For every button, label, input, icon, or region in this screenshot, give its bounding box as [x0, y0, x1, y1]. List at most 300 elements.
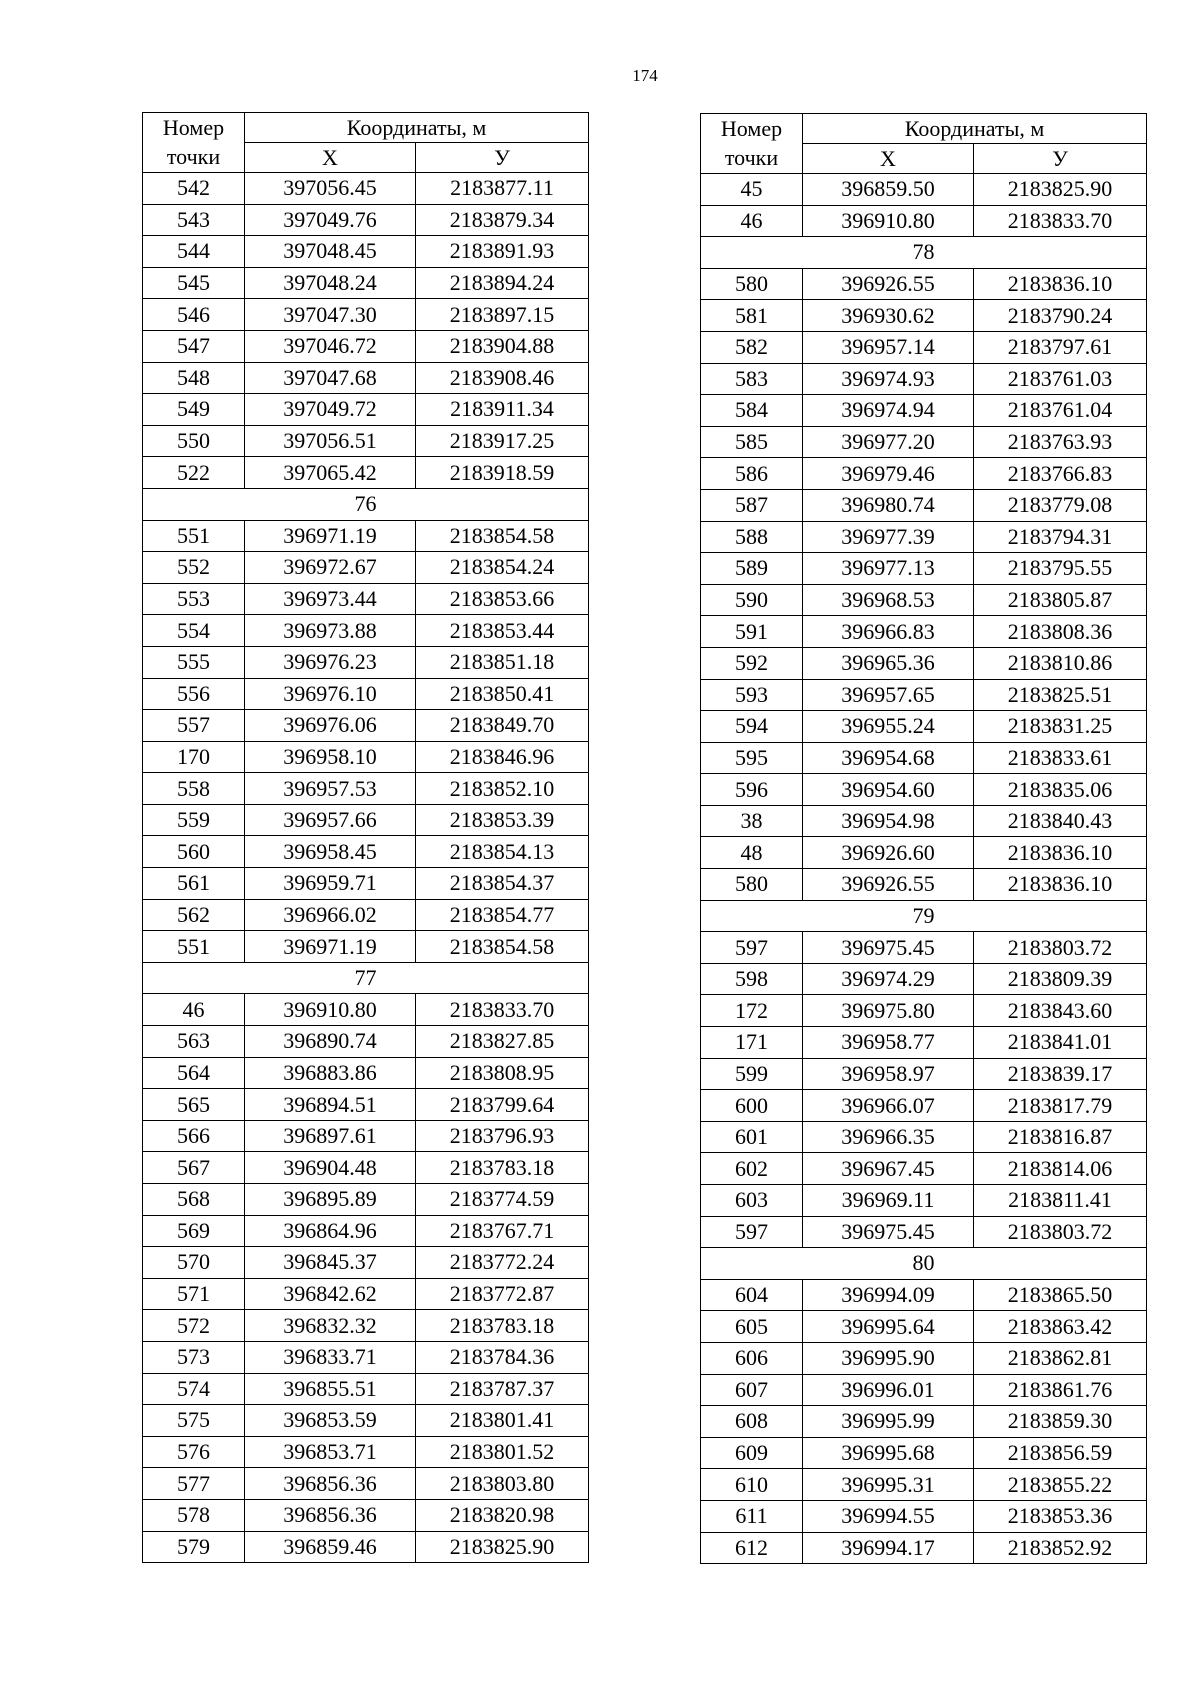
- point-number-cell: 587: [701, 489, 803, 521]
- section-number: 80: [701, 1248, 1147, 1280]
- x-coordinate-cell: 396859.46: [245, 1531, 416, 1563]
- x-coordinate-cell: 396966.02: [245, 899, 416, 931]
- point-number-cell: 559: [143, 804, 245, 836]
- point-number-cell: 597: [701, 932, 803, 964]
- point-number-cell: 572: [143, 1310, 245, 1342]
- y-coordinate-cell: 2183835.06: [974, 774, 1147, 806]
- x-coordinate-cell: 396890.74: [245, 1026, 416, 1058]
- y-coordinate-cell: 2183836.10: [974, 869, 1147, 901]
- point-number-cell: 599: [701, 1058, 803, 1090]
- y-coordinate-cell: 2183761.04: [974, 395, 1147, 427]
- point-number-cell: 555: [143, 646, 245, 678]
- y-coordinate-cell: 2183799.64: [416, 1089, 589, 1121]
- table-body: [701, 174, 1147, 1564]
- table-row: [701, 205, 1147, 237]
- point-number-cell: 581: [701, 300, 803, 332]
- y-coordinate-cell: 2183827.85: [416, 1026, 589, 1058]
- point-number-cell: 551: [143, 931, 245, 963]
- y-coordinate-cell: 2183836.10: [974, 837, 1147, 869]
- x-coordinate-cell: 396842.62: [245, 1278, 416, 1310]
- table-row: [701, 521, 1147, 553]
- section-number: 76: [143, 488, 589, 520]
- point-number-cell: 46: [143, 994, 245, 1026]
- table-row: [701, 679, 1147, 711]
- point-number-cell: 611: [701, 1500, 803, 1532]
- point-number-cell: 573: [143, 1341, 245, 1373]
- point-number-cell: 579: [143, 1531, 245, 1563]
- x-coordinate-cell: 396958.10: [245, 741, 416, 773]
- y-coordinate-cell: 2183897.15: [416, 299, 589, 331]
- x-coordinate-cell: 396994.09: [803, 1279, 974, 1311]
- x-coordinate-cell: 397065.42: [245, 457, 416, 489]
- y-coordinate-cell: 2183817.79: [974, 1090, 1147, 1122]
- table-row: [143, 173, 589, 205]
- table-row: [701, 869, 1147, 901]
- x-coordinate-cell: 396974.93: [803, 363, 974, 395]
- y-coordinate-cell: 2183809.39: [974, 963, 1147, 995]
- x-coordinate-cell: 396977.39: [803, 521, 974, 553]
- point-number-cell: 576: [143, 1436, 245, 1468]
- y-coordinate-cell: 2183766.83: [974, 458, 1147, 490]
- y-coordinate-cell: 2183894.24: [416, 267, 589, 299]
- table-row: [701, 1216, 1147, 1248]
- y-coordinate-cell: 2183852.10: [416, 773, 589, 805]
- y-coordinate-cell: 2183854.13: [416, 836, 589, 868]
- y-coordinate-cell: 2183825.51: [974, 679, 1147, 711]
- y-coordinate-cell: 2183855.22: [974, 1469, 1147, 1501]
- table-row: [701, 932, 1147, 964]
- x-coordinate-cell: 396959.71: [245, 868, 416, 900]
- x-coordinate-cell: 396965.36: [803, 647, 974, 679]
- point-number-cell: 606: [701, 1342, 803, 1374]
- table-row: [701, 963, 1147, 995]
- x-coordinate-cell: 397048.45: [245, 236, 416, 268]
- x-coordinate-cell: 396995.64: [803, 1311, 974, 1343]
- point-number-cell: 566: [143, 1120, 245, 1152]
- table-row: [143, 1436, 589, 1468]
- y-coordinate-cell: 2183853.39: [416, 804, 589, 836]
- y-coordinate-cell: 2183803.72: [974, 932, 1147, 964]
- x-coordinate-cell: 396994.55: [803, 1500, 974, 1532]
- x-coordinate-cell: 396976.23: [245, 646, 416, 678]
- point-number-cell: 591: [701, 616, 803, 648]
- point-number-cell: 554: [143, 615, 245, 647]
- point-number-cell: 602: [701, 1153, 803, 1185]
- point-number-cell: 582: [701, 331, 803, 363]
- x-coordinate-cell: 396864.96: [245, 1215, 416, 1247]
- y-coordinate-cell: 2183911.34: [416, 394, 589, 426]
- x-coordinate-cell: 396975.45: [803, 1216, 974, 1248]
- y-coordinate-cell: 2183794.31: [974, 521, 1147, 553]
- point-number-cell: 592: [701, 647, 803, 679]
- x-coordinate-cell: 396968.53: [803, 584, 974, 616]
- x-coordinate-cell: 396904.48: [245, 1152, 416, 1184]
- x-coordinate-cell: 396955.24: [803, 711, 974, 743]
- point-number-cell: 586: [701, 458, 803, 490]
- table-row: [143, 1152, 589, 1184]
- coordinates-table-right: [700, 113, 1147, 1564]
- x-coordinate-cell: 396994.17: [803, 1532, 974, 1564]
- section-number: 79: [701, 900, 1147, 932]
- y-coordinate-cell: 2183833.61: [974, 742, 1147, 774]
- table-row: [701, 1121, 1147, 1153]
- point-number-cell: 556: [143, 678, 245, 710]
- point-number-cell: 522: [143, 457, 245, 489]
- point-number-cell: 583: [701, 363, 803, 395]
- y-coordinate-cell: 2183825.90: [974, 174, 1147, 206]
- y-coordinate-cell: 2183772.24: [416, 1247, 589, 1279]
- y-coordinate-cell: 2183917.25: [416, 425, 589, 457]
- table-row: [701, 1185, 1147, 1217]
- y-coordinate-cell: 2183918.59: [416, 457, 589, 489]
- y-coordinate-cell: 2183859.30: [974, 1406, 1147, 1438]
- y-coordinate-cell: 2183795.55: [974, 553, 1147, 585]
- y-coordinate-cell: 2183831.25: [974, 711, 1147, 743]
- point-number-cell: 612: [701, 1532, 803, 1564]
- y-coordinate-cell: 2183814.06: [974, 1153, 1147, 1185]
- y-coordinate-cell: 2183774.59: [416, 1184, 589, 1216]
- x-coordinate-cell: 396930.62: [803, 300, 974, 332]
- table-row: [701, 395, 1147, 427]
- x-coordinate-cell: 396974.94: [803, 395, 974, 427]
- section-row: [143, 962, 589, 994]
- x-coordinate-cell: 396979.46: [803, 458, 974, 490]
- x-coordinate-cell: 396958.77: [803, 1027, 974, 1059]
- y-coordinate-cell: 2183840.43: [974, 805, 1147, 837]
- y-coordinate-cell: 2183853.44: [416, 615, 589, 647]
- point-number-cell: 589: [701, 553, 803, 585]
- point-number-cell: 578: [143, 1499, 245, 1531]
- point-number-cell: 605: [701, 1311, 803, 1343]
- x-coordinate-cell: 397048.24: [245, 267, 416, 299]
- x-coordinate-cell: 396967.45: [803, 1153, 974, 1185]
- y-coordinate-cell: 2183836.10: [974, 268, 1147, 300]
- point-number-cell: 551: [143, 520, 245, 552]
- table-row: [701, 363, 1147, 395]
- x-coordinate-cell: 396954.68: [803, 742, 974, 774]
- x-coordinate-cell: 396856.36: [245, 1499, 416, 1531]
- x-coordinate-cell: 396966.35: [803, 1121, 974, 1153]
- point-number-cell: 584: [701, 395, 803, 427]
- y-coordinate-cell: 2183853.66: [416, 583, 589, 615]
- y-coordinate-cell: 2183797.61: [974, 331, 1147, 363]
- table-row: [143, 804, 589, 836]
- point-number-cell: 172: [701, 995, 803, 1027]
- point-number-cell: 580: [701, 268, 803, 300]
- table-row: [143, 899, 589, 931]
- point-number-cell: 597: [701, 1216, 803, 1248]
- point-number-cell: 549: [143, 394, 245, 426]
- table-row: [701, 300, 1147, 332]
- x-coordinate-cell: 396954.60: [803, 774, 974, 806]
- point-number-cell: 547: [143, 330, 245, 362]
- point-number-cell: 580: [701, 869, 803, 901]
- x-coordinate-cell: 396996.01: [803, 1374, 974, 1406]
- point-number-cell: 553: [143, 583, 245, 615]
- table-row: [701, 1027, 1147, 1059]
- table-row: [701, 268, 1147, 300]
- table-row: [701, 837, 1147, 869]
- x-coordinate-cell: 396926.55: [803, 268, 974, 300]
- x-coordinate-cell: 396855.51: [245, 1373, 416, 1405]
- table-row: [701, 647, 1147, 679]
- y-coordinate-cell: 2183854.37: [416, 868, 589, 900]
- y-coordinate-cell: 2183854.58: [416, 520, 589, 552]
- x-coordinate-cell: 397046.72: [245, 330, 416, 362]
- y-coordinate-cell: 2183803.72: [974, 1216, 1147, 1248]
- table-row: [701, 1406, 1147, 1438]
- x-coordinate-cell: 396845.37: [245, 1247, 416, 1279]
- point-number-cell: 552: [143, 552, 245, 584]
- table-row: [701, 1311, 1147, 1343]
- point-number-cell: 550: [143, 425, 245, 457]
- table-row: [143, 1341, 589, 1373]
- y-coordinate-cell: 2183808.95: [416, 1057, 589, 1089]
- x-coordinate-cell: 396883.86: [245, 1057, 416, 1089]
- header-x: X: [245, 143, 416, 173]
- x-coordinate-cell: 396977.13: [803, 553, 974, 585]
- y-coordinate-cell: 2183854.77: [416, 899, 589, 931]
- table-row: [701, 1090, 1147, 1122]
- table-row: [143, 1531, 589, 1563]
- y-coordinate-cell: 2183863.42: [974, 1311, 1147, 1343]
- point-number-cell: 546: [143, 299, 245, 331]
- table-row: [143, 1089, 589, 1121]
- y-coordinate-cell: 2183784.36: [416, 1341, 589, 1373]
- y-coordinate-cell: 2183833.70: [974, 205, 1147, 237]
- x-coordinate-cell: 396894.51: [245, 1089, 416, 1121]
- x-coordinate-cell: 396910.80: [803, 205, 974, 237]
- header-x: X: [803, 144, 974, 174]
- y-coordinate-cell: 2183879.34: [416, 204, 589, 236]
- x-coordinate-cell: 396980.74: [803, 489, 974, 521]
- point-number-cell: 171: [701, 1027, 803, 1059]
- table-body: [143, 173, 589, 1563]
- table-row: [143, 520, 589, 552]
- x-coordinate-cell: 396976.06: [245, 710, 416, 742]
- y-coordinate-cell: 2183852.92: [974, 1532, 1147, 1564]
- table-row: [701, 458, 1147, 490]
- section-row: [701, 237, 1147, 269]
- x-coordinate-cell: 396957.66: [245, 804, 416, 836]
- table-row: [143, 394, 589, 426]
- x-coordinate-cell: 396995.99: [803, 1406, 974, 1438]
- table-row: [143, 773, 589, 805]
- y-coordinate-cell: 2183811.41: [974, 1185, 1147, 1217]
- y-coordinate-cell: 2183854.58: [416, 931, 589, 963]
- table-row: [143, 678, 589, 710]
- point-number-cell: 570: [143, 1247, 245, 1279]
- y-coordinate-cell: 2183851.18: [416, 646, 589, 678]
- x-coordinate-cell: 396975.45: [803, 932, 974, 964]
- x-coordinate-cell: 396957.14: [803, 331, 974, 363]
- point-number-cell: 548: [143, 362, 245, 394]
- y-coordinate-cell: 2183787.37: [416, 1373, 589, 1405]
- point-number-cell: 609: [701, 1437, 803, 1469]
- table-row: [143, 1310, 589, 1342]
- y-coordinate-cell: 2183790.24: [974, 300, 1147, 332]
- table-row: [143, 299, 589, 331]
- header-point-number-line2: точки: [143, 143, 245, 173]
- y-coordinate-cell: 2183803.80: [416, 1468, 589, 1500]
- point-number-cell: 610: [701, 1469, 803, 1501]
- y-coordinate-cell: 2183810.86: [974, 647, 1147, 679]
- y-coordinate-cell: 2183833.70: [416, 994, 589, 1026]
- header-point-number-line1: Номер: [143, 113, 245, 143]
- x-coordinate-cell: 396832.32: [245, 1310, 416, 1342]
- header-coordinates: Координаты, м: [245, 113, 589, 143]
- x-coordinate-cell: 396973.44: [245, 583, 416, 615]
- x-coordinate-cell: 396972.67: [245, 552, 416, 584]
- y-coordinate-cell: 2183783.18: [416, 1310, 589, 1342]
- x-coordinate-cell: 396973.88: [245, 615, 416, 647]
- point-number-cell: 562: [143, 899, 245, 931]
- table-row: [143, 836, 589, 868]
- table-row: [701, 1058, 1147, 1090]
- point-number-cell: 564: [143, 1057, 245, 1089]
- x-coordinate-cell: 396926.60: [803, 837, 974, 869]
- y-coordinate-cell: 2183820.98: [416, 1499, 589, 1531]
- point-number-cell: 588: [701, 521, 803, 553]
- table-row: [143, 710, 589, 742]
- x-coordinate-cell: 396958.45: [245, 836, 416, 868]
- point-number-cell: 595: [701, 742, 803, 774]
- y-coordinate-cell: 2183779.08: [974, 489, 1147, 521]
- y-coordinate-cell: 2183808.36: [974, 616, 1147, 648]
- table-row: [701, 805, 1147, 837]
- point-number-cell: 544: [143, 236, 245, 268]
- header-y: У: [416, 143, 589, 173]
- x-coordinate-cell: 396974.29: [803, 963, 974, 995]
- y-coordinate-cell: 2183856.59: [974, 1437, 1147, 1469]
- point-number-cell: 585: [701, 426, 803, 458]
- table-row: [701, 1532, 1147, 1564]
- table-row: [143, 1499, 589, 1531]
- table-row: [143, 1184, 589, 1216]
- point-number-cell: 560: [143, 836, 245, 868]
- y-coordinate-cell: 2183767.71: [416, 1215, 589, 1247]
- table-row: [701, 1469, 1147, 1501]
- point-number-cell: 543: [143, 204, 245, 236]
- x-coordinate-cell: 396856.36: [245, 1468, 416, 1500]
- table-row: [701, 331, 1147, 363]
- x-coordinate-cell: 396995.90: [803, 1342, 974, 1374]
- x-coordinate-cell: 396926.55: [803, 869, 974, 901]
- y-coordinate-cell: 2183772.87: [416, 1278, 589, 1310]
- x-coordinate-cell: 396957.65: [803, 679, 974, 711]
- y-coordinate-cell: 2183904.88: [416, 330, 589, 362]
- table-row: [143, 1215, 589, 1247]
- point-number-cell: 577: [143, 1468, 245, 1500]
- table-row: [143, 1247, 589, 1279]
- table-row: [143, 646, 589, 678]
- table-row: [143, 1278, 589, 1310]
- x-coordinate-cell: 396966.07: [803, 1090, 974, 1122]
- table-row: [143, 1405, 589, 1437]
- x-coordinate-cell: 396966.83: [803, 616, 974, 648]
- x-coordinate-cell: 396975.80: [803, 995, 974, 1027]
- table-row: [701, 489, 1147, 521]
- point-number-cell: 590: [701, 584, 803, 616]
- point-number-cell: 575: [143, 1405, 245, 1437]
- x-coordinate-cell: 396957.53: [245, 773, 416, 805]
- x-coordinate-cell: 396853.71: [245, 1436, 416, 1468]
- y-coordinate-cell: 2183783.18: [416, 1152, 589, 1184]
- section-number: 77: [143, 962, 589, 994]
- y-coordinate-cell: 2183841.01: [974, 1027, 1147, 1059]
- table-row: [701, 174, 1147, 206]
- x-coordinate-cell: 396971.19: [245, 520, 416, 552]
- y-coordinate-cell: 2183861.76: [974, 1374, 1147, 1406]
- y-coordinate-cell: 2183796.93: [416, 1120, 589, 1152]
- y-coordinate-cell: 2183877.11: [416, 173, 589, 205]
- table-row: [143, 1373, 589, 1405]
- table-row: [143, 267, 589, 299]
- table-row: [701, 995, 1147, 1027]
- point-number-cell: 603: [701, 1185, 803, 1217]
- x-coordinate-cell: 397049.72: [245, 394, 416, 426]
- table-row: [143, 868, 589, 900]
- header-point-number-line1: Номер: [701, 114, 803, 144]
- table-row: [143, 931, 589, 963]
- table-row: [701, 1437, 1147, 1469]
- point-number-cell: 48: [701, 837, 803, 869]
- point-number-cell: 601: [701, 1121, 803, 1153]
- point-number-cell: 565: [143, 1089, 245, 1121]
- point-number-cell: 45: [701, 174, 803, 206]
- point-number-cell: 593: [701, 679, 803, 711]
- section-row: [701, 900, 1147, 932]
- header-y: У: [974, 144, 1147, 174]
- table-row: [143, 362, 589, 394]
- y-coordinate-cell: 2183891.93: [416, 236, 589, 268]
- table-row: [143, 552, 589, 584]
- table-row: [143, 204, 589, 236]
- table-row: [701, 616, 1147, 648]
- y-coordinate-cell: 2183850.41: [416, 678, 589, 710]
- table-row: [701, 711, 1147, 743]
- table-row: [143, 615, 589, 647]
- x-coordinate-cell: 396895.89: [245, 1184, 416, 1216]
- table-row: [701, 426, 1147, 458]
- y-coordinate-cell: 2183761.03: [974, 363, 1147, 395]
- table-row: [143, 1468, 589, 1500]
- point-number-cell: 563: [143, 1026, 245, 1058]
- x-coordinate-cell: 396976.10: [245, 678, 416, 710]
- table-row: [143, 994, 589, 1026]
- table-row: [701, 1153, 1147, 1185]
- coordinates-table-left: [142, 112, 589, 1563]
- y-coordinate-cell: 2183816.87: [974, 1121, 1147, 1153]
- point-number-cell: 557: [143, 710, 245, 742]
- y-coordinate-cell: 2183839.17: [974, 1058, 1147, 1090]
- y-coordinate-cell: 2183849.70: [416, 710, 589, 742]
- section-row: [143, 488, 589, 520]
- table-row: [701, 1500, 1147, 1532]
- point-number-cell: 545: [143, 267, 245, 299]
- x-coordinate-cell: 396833.71: [245, 1341, 416, 1373]
- table-row: [143, 741, 589, 773]
- table-row: [143, 330, 589, 362]
- header-coordinates: Координаты, м: [803, 114, 1147, 144]
- table-row: [143, 1120, 589, 1152]
- x-coordinate-cell: 396977.20: [803, 426, 974, 458]
- x-coordinate-cell: 397049.76: [245, 204, 416, 236]
- point-number-cell: 608: [701, 1406, 803, 1438]
- y-coordinate-cell: 2183801.52: [416, 1436, 589, 1468]
- x-coordinate-cell: 396958.97: [803, 1058, 974, 1090]
- x-coordinate-cell: 396910.80: [245, 994, 416, 1026]
